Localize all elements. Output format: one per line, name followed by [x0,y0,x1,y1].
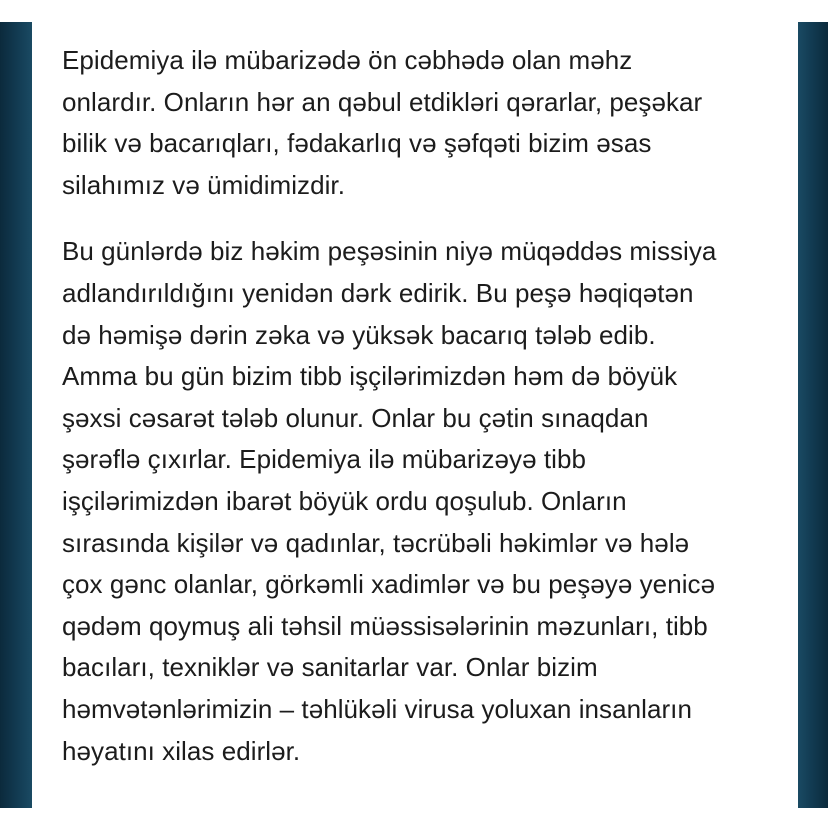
left-side-panel [0,22,32,808]
paragraph-2: Bu günlərdə biz həkim peşəsinin niyə müqəddəs missiya adlandırıldığını yenidən dərk edirik. Bu peşə həqiqətən də həmişə dərin zəka və yüksək bacarıq tələb edib. Amma bu gün bizim tibb işçilərimizdən həm də böyük şəxsi cəsarət tələb olunur. Onlar bu çətin sınaqdan şərəflə çıxırlar. Epidemiya ilə mübarizəyə tibb işçilərimizdən ibarət böyük ordu qoşulub. Onların sırasında kişilər və qadınlar, təcrübəli həkimlər və hələ çox gənc olanlar, görkəmli xadimlər və bu peşəyə yenicə qədəm qoymuş ali təhsil müəssisələrinin məzunları, tibb bacıları, texniklər və sanitarlar var. Onlar bizim həmvətənlərimizin – təhlükəli virusa yoluxan insanların həyatını xilas edirlər. [62,236,717,766]
paragraph-1: Epidemiya ilə mübarizədə ön cəbhədə olan məhz onlardır. Onların hər an qəbul etdikləri qərarlar, peşəkar bilik və bacarıqları, fədakarlıq və şəfqəti bizim əsas silahımız və ümidimizdir. [62,45,703,200]
right-side-panel [798,22,828,808]
document-body [62,40,782,797]
